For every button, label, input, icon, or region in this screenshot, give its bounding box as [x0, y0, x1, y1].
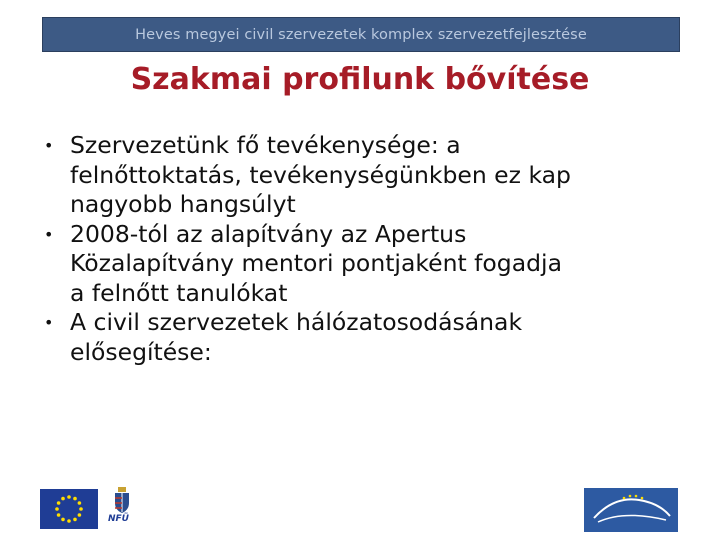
- header-text: Heves megyei civil szervezetek komplex szervezetfejlesztése: [135, 26, 587, 43]
- bullet-list: [44, 131, 704, 367]
- bullet-line: elősegítése:: [70, 337, 212, 366]
- bullet-dot: •: [44, 224, 54, 244]
- bullet-dot: •: [44, 313, 54, 332]
- bullet-item: [44, 131, 704, 220]
- bullet-item: [44, 308, 704, 367]
- bullet-line: Szervezetünk fő tevékenysége: a: [70, 131, 461, 159]
- bullet-dot: •: [44, 136, 54, 155]
- bullet-line: A civil szervezetek hálózatosodásának: [70, 308, 523, 336]
- bullet-line: felnőttoktatás, tevékenységünkben ez kap: [70, 160, 571, 189]
- nfu-logo-text: NFÜ: [108, 514, 129, 524]
- hungarian-coat-of-arms-icon: [108, 486, 136, 534]
- uj-magyarorszag-logo-icon: [584, 488, 678, 532]
- bullet-line: 2008-tól az alapítvány az Apertus: [70, 219, 467, 248]
- bullet-line: Közalapítvány mentori pontjaként fogadja: [70, 249, 562, 277]
- bullet-line: a felnőtt tanulókat: [70, 278, 288, 307]
- bullet-line: nagyobb hangsúlyt: [70, 190, 296, 218]
- bullet-item: [44, 220, 704, 309]
- header-bar: [42, 17, 680, 52]
- eu-flag-icon: [40, 489, 98, 529]
- slide-title: Szakmai profilunk bővítése: [130, 62, 590, 97]
- footer: [0, 482, 720, 540]
